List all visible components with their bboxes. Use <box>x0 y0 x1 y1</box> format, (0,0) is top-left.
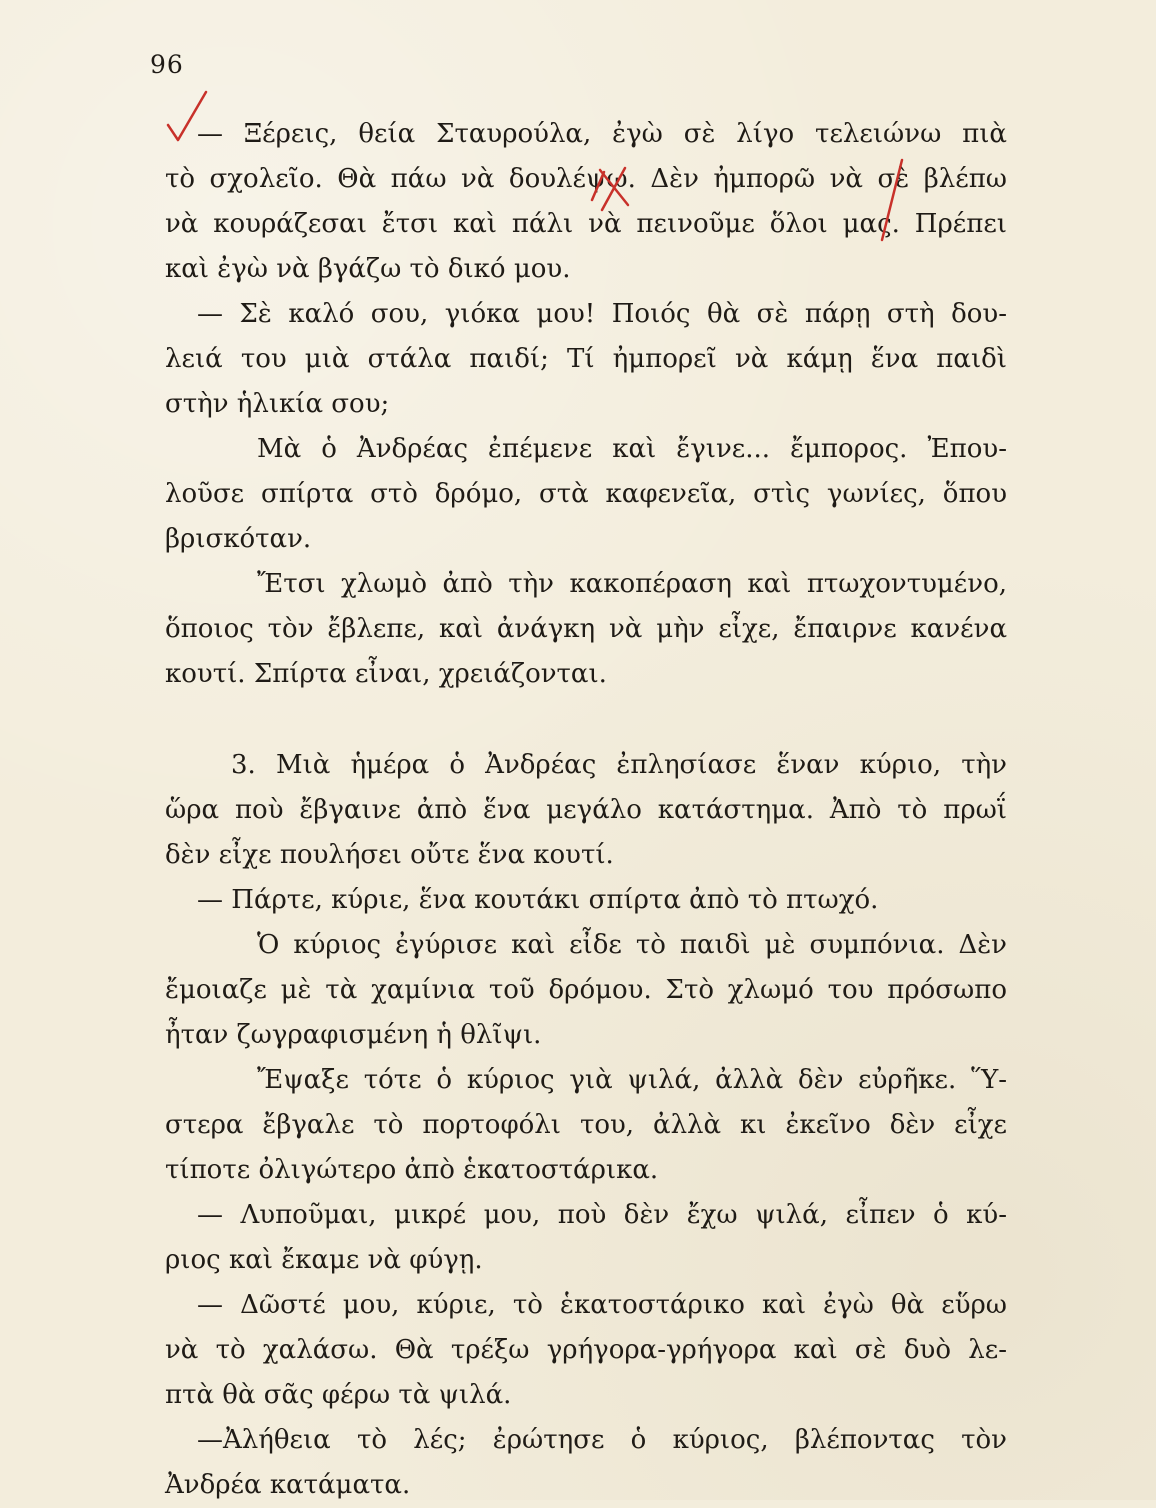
text-line: βρισκόταν. <box>165 524 312 554</box>
text-line: Ὁ κύριος ἐγύρισε καὶ εἶδε τὸ παιδὶ μὲ συμπόνια. Δὲν <box>257 930 1007 960</box>
text-line: στὴν ἡλικία σου; <box>165 389 390 419</box>
text-line: — Πάρτε, κύριε, ἕνα κουτάκι σπίρτα ἀπὸ τὸ πτωχό. <box>197 885 879 915</box>
text-line: στερα ἔβγαλε τὸ πορτοφόλι του, ἀλλὰ κι ἐκεῖνο δὲν εἶχε <box>165 1110 1007 1140</box>
text-line: ριος καὶ ἔκαμε νὰ φύγῃ. <box>165 1245 483 1275</box>
text-line: δὲν εἶχε πουλήσει οὔτε ἕνα κουτί. <box>165 840 614 870</box>
text-line: νὰ κουράζεσαι ἔτσι καὶ πάλι νὰ πεινοῦμε ὅλοι μας. Πρέπει <box>165 209 1007 239</box>
text-line: ὥρα ποὺ ἔβγαινε ἀπὸ ἕνα μεγάλο κατάστημα. Ἀπὸ τὸ πρωΐ <box>165 795 1007 825</box>
text-line: ἔμοιαζε μὲ τὰ χαμίνια τοῦ δρόμου. Στὸ χλωμό του πρόσωπο <box>165 975 1007 1005</box>
text-line: λειά του μιὰ στάλα παιδί; Τί ἠμπορεῖ νὰ κάμῃ ἕνα παιδὶ <box>165 344 1007 374</box>
text-line: τὸ σχολεῖο. Θὰ πάω νὰ δουλέψω. Δὲν ἠμπορῶ νὰ σὲ βλέπω <box>165 164 1007 194</box>
text-line: Ἔτσι χλωμὸ ἀπὸ τὴν κακοπέραση καὶ πτωχοντυμένο, <box>257 569 1007 599</box>
text-line: Μὰ ὁ Ἀνδρέας ἐπέμενε καὶ ἔγινε... ἔμπορος. Ἐπου- <box>257 434 1007 464</box>
text-line: πτὰ θὰ σᾶς φέρω τὰ ψιλά. <box>165 1380 512 1410</box>
text-line: 3. Μιὰ ἡμέρα ὁ Ἀνδρέας ἐπλησίασε ἕναν κύριο, τὴν <box>231 750 1007 780</box>
text-line: —Ἀλήθεια τὸ λές; ἐρώτησε ὁ κύριος, βλέποντας τὸν <box>197 1425 1007 1455</box>
text-line: ὅποιος τὸν ἔβλεπε, καὶ ἀνάγκη νὰ μὴν εἶχε, ἔπαιρνε κανένα <box>165 614 1007 644</box>
text-line: ἦταν ζωγραφισμένη ἡ θλῖψι. <box>165 1020 542 1050</box>
body-text <box>165 112 1007 1508</box>
text-line: τίποτε ὀλιγώτερο ἀπὸ ἑκατοστάρικα. <box>165 1155 659 1185</box>
page-number: 96 <box>150 50 184 79</box>
text-line: Ἀνδρέα κατάματα. <box>165 1470 411 1500</box>
text-line: Ἔψαξε τότε ὁ κύριος γιὰ ψιλά, ἀλλὰ δὲν εὐρῆκε. Ὕ- <box>257 1065 1007 1095</box>
text-line: λοῦσε σπίρτα στὸ δρόμο, στὰ καφενεῖα, στὶς γωνίες, ὅπου <box>165 479 1007 509</box>
text-line: νὰ τὸ χαλάσω. Θὰ τρέξω γρήγορα-γρήγορα καὶ σὲ δυὸ λε- <box>165 1335 1007 1365</box>
text-line: καὶ ἐγὼ νὰ βγάζω τὸ δικό μου. <box>165 254 571 284</box>
section-gap <box>165 697 1007 743</box>
text-line: — Ξέρεις, θεία Σταυρούλα, ἐγὼ σὲ λίγο τελειώνω πιὰ <box>197 119 1007 149</box>
text-line: — Σὲ καλό σου, γιόκα μου! Ποιός θὰ σὲ πάρῃ στὴ δου- <box>197 299 1007 329</box>
text-line: — Λυποῦμαι, μικρέ μου, ποὺ δὲν ἔχω ψιλά, εἶπεν ὁ κύ- <box>197 1200 1007 1230</box>
text-line: — Δῶστέ μου, κύριε, τὸ ἑκατοστάρικο καὶ ἐγὼ θὰ εὕρω <box>197 1290 1007 1320</box>
text-line: κουτί. Σπίρτα εἶναι, χρειάζονται. <box>165 659 607 689</box>
